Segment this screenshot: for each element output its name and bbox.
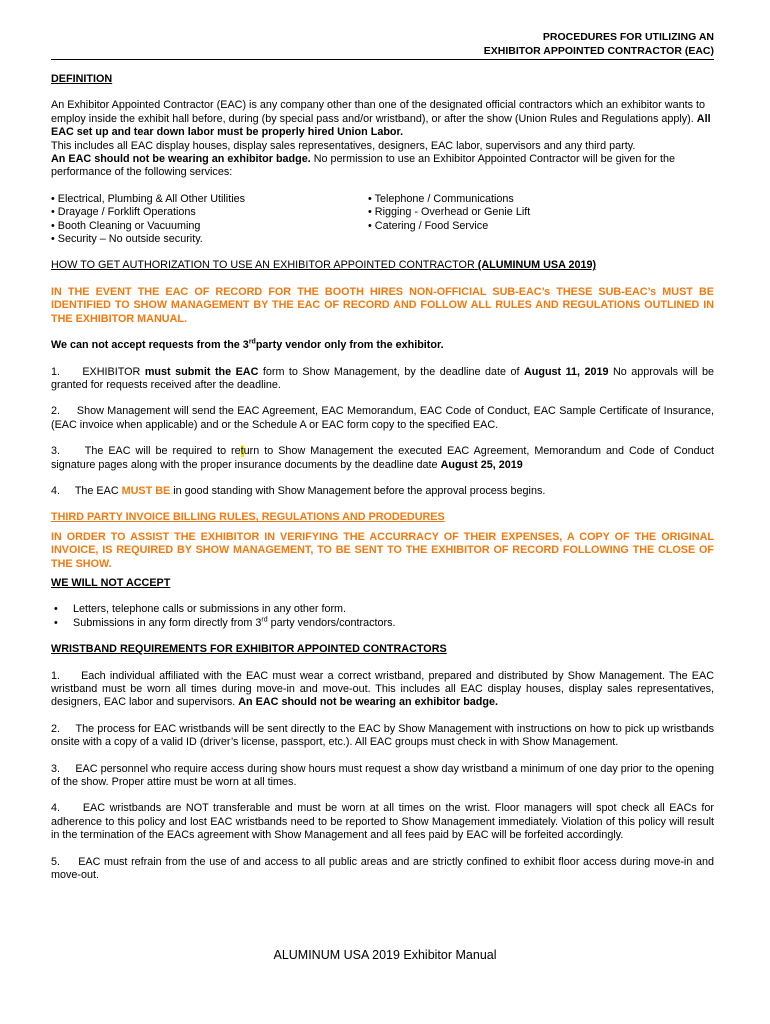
bullet-icon: • <box>54 616 58 629</box>
service-item: • Catering / Food Service <box>368 219 489 232</box>
services-right-column <box>368 193 685 247</box>
not-accept-heading: WE WILL NOT ACCEPT <box>51 576 171 589</box>
bullet-icon: • <box>54 603 58 616</box>
header-line-1: PROCEDURES FOR UTILIZING AN <box>542 31 714 43</box>
header-line-2: EXHIBITOR APPOINTED CONTRACTOR (EAC) <box>483 45 714 57</box>
wristband-rule-4: 4. EAC wristbands are NOT transferable and must be worn at all times on the wrist. Floor managers will spot check all EACs for adherence to this policy and lost EAC wristbands need to be reported to Show Management immediately. Violation of this policy will result in the termination of the EACs agreement with Show Management and all fees paid by EAC will be forfeited accordingly. <box>51 802 714 842</box>
service-item: • Drayage / Forklift Operations <box>51 206 196 219</box>
service-item: • Rigging - Overhead or Genie Lift <box>368 206 531 219</box>
definition-paragraph: An Exhibitor Appointed Contractor (EAC) is any company other than one of the designated official contractors which an exhibitor wants to employ inside the exhibit hall before, during (by special pass and/or wristband), or after the show (Union Rules and Regulations apply). All EAC set up and tear down labor must be properly hired Union Labor. This includes all EAC display houses, display sales representatives, designers, EAC labor, supervisors and any third party. An EAC should not be wearing an exhibitor badge. No permission to use an Exhibitor Appointed Contractor will be given for the performance of the following services: <box>51 99 711 179</box>
authorization-step-4: 4. The EAC MUST BE in good standing with Show Management before the approval process begins. <box>51 484 546 497</box>
services-left-column <box>51 193 368 247</box>
service-item: • Booth Cleaning or Vacuuming <box>51 219 201 232</box>
sub-eac-warning: IN THE EVENT THE EAC OF RECORD FOR THE BOOTH HIRES NON-OFFICIAL SUB-EAC’s THESE SUB-EAC’s MUST BE IDENTIFIED TO SHOW MANAGEMENT BY THE EAC OF RECORD AND FOLLOW ALL RULES AND REGULATIONS OUTLINED IN THE EXHIBITOR MANUAL. <box>51 285 714 325</box>
billing-warning: IN ORDER TO ASSIST THE EXHIBITOR IN VERIFYING THE ACCURRACY OF THEIR EXPENSES, A COPY OF THE ORIGINAL INVOICE, IS REQUIRED BY SHOW MANAGEMENT, TO BE SENT TO THE EXHIBITOR OF RECORD FOLLOWING THE CLOSE OF THE SHOW. <box>51 530 714 570</box>
service-item: • Telephone / Communications <box>368 192 514 205</box>
service-item: • Electrical, Plumbing & All Other Utilities <box>51 192 245 205</box>
billing-heading: THIRD PARTY INVOICE BILLING RULES, REGULATIONS AND PRODEDURES <box>51 511 445 524</box>
authorization-step-2: 2. Show Management will send the EAC Agreement, EAC Memorandum, EAC Code of Conduct, EAC Sample Certificate of Insurance, (EAC invoice when applicable) and or the Schedule A or EAC form copy to the specified EAC. <box>51 405 714 431</box>
authorization-step-3: 3. The EAC will be required to return to Show Management the executed EAC Agreement, Memorandum and Code of Conduct signature pages along with the proper insurance documents by the deadline date August 25, 2019 <box>51 445 714 471</box>
wristband-rule-2: 2. The process for EAC wristbands will be sent directly to the EAC by Show Management with instructions on how to pick up wristbands onsite with a copy of a valid ID (driver’s license, passport, etc.). All EAC groups must check in with Show Management. <box>51 722 714 749</box>
list-item: • Letters, telephone calls or submissions in any other form. <box>51 603 714 616</box>
wristband-heading: WRISTBAND REQUIREMENTS FOR EXHIBITOR APPOINTED CONTRACTORS <box>51 643 447 656</box>
authorization-heading: HOW TO GET AUTHORIZATION TO USE AN EXHIBITOR APPOINTED CONTRACTOR (ALUMINUM USA 2019) <box>51 259 597 272</box>
document-header <box>51 30 714 60</box>
list-item: • Submissions in any form directly from 3rd party vendors/contractors. <box>51 617 714 630</box>
wristband-rule-1: 1. Each individual affiliated with the EAC must wear a correct wristband, prepared and distributed by Show Management. The EAC wristband must be worn all times during move-in and move-out. This includes all EAC display houses, display sales representatives, designers, EAC labor and supervisors. An EAC should not be wearing an exhibitor badge. <box>51 669 715 709</box>
excluded-services-list <box>51 193 714 247</box>
definition-heading: DEFINITION <box>51 73 113 85</box>
document-page <box>51 30 714 882</box>
highlighted-text: t <box>240 445 244 458</box>
service-item: • Security – No outside security. <box>51 233 203 246</box>
wristband-rule-3: 3. EAC personnel who require access during show hours must request a show day wristband a minimum of one day prior to the opening of the show. Proper attire must be worn at all times. <box>51 762 715 789</box>
wristband-rule-5: 5. EAC must refrain from the use of and access to all public areas and are strictly confined to exhibit floor access during move-in and move-out. <box>51 855 714 882</box>
third-party-note: We can not accept requests from the 3rdparty vendor only from the exhibitor. <box>51 338 444 352</box>
authorization-step-1: 1. EXHIBITOR must submit the EAC form to Show Management, by the deadline date of August 11, 2019 No approvals will be granted for requests received after the deadline. <box>51 365 715 391</box>
page-footer: ALUMINUM USA 2019 Exhibitor Manual <box>273 948 497 962</box>
